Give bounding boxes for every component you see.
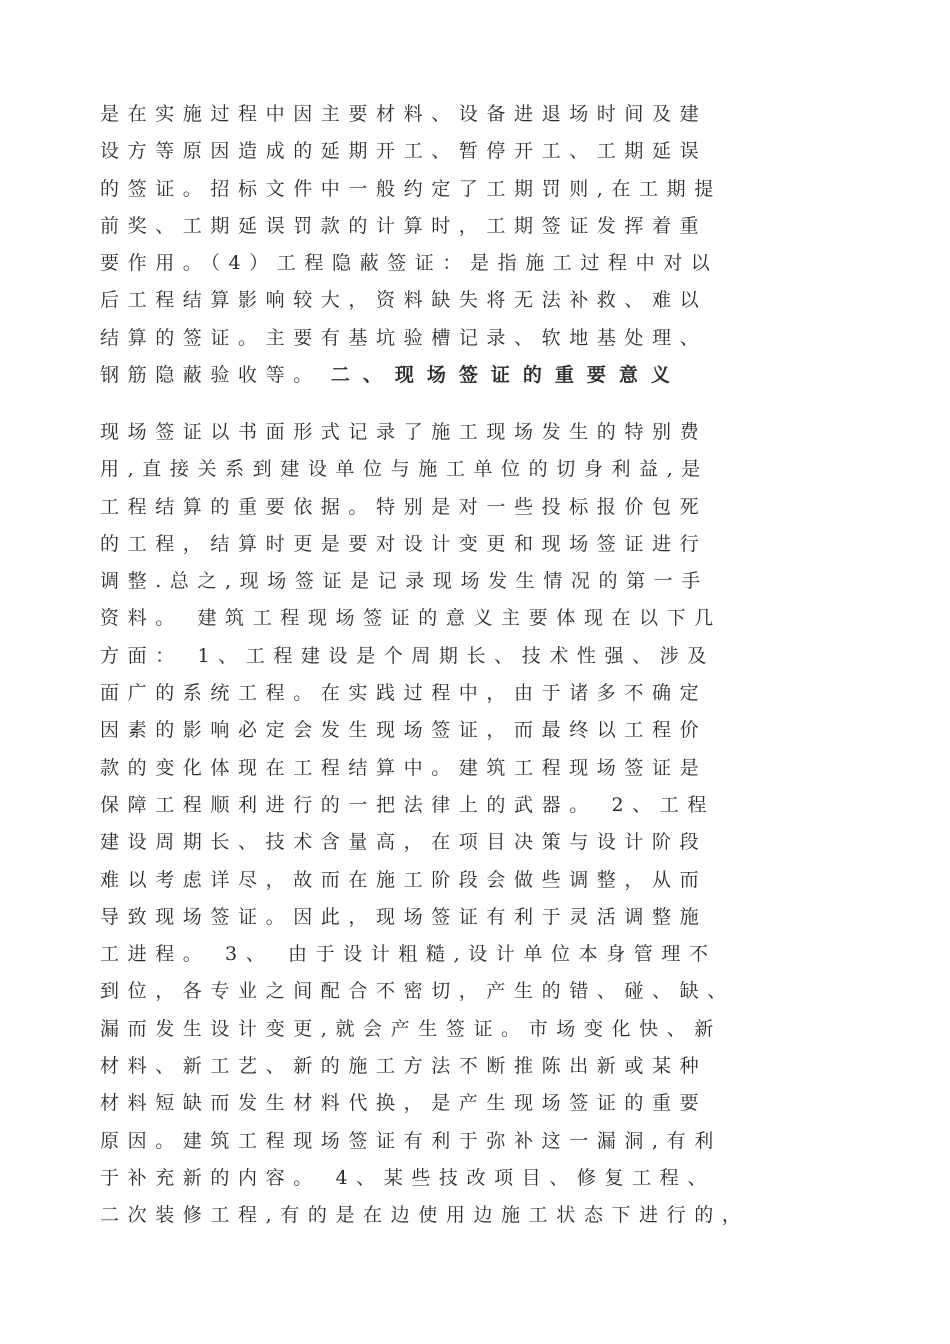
text-line: 设方等原因造成的延期开工、暂停开工、工期延误 bbox=[100, 140, 708, 163]
text-line-with-heading bbox=[100, 357, 845, 394]
text-line: 的工程，结算时更是要对设计变更和现场签证进行 bbox=[100, 532, 708, 555]
text-line: 的签证。招标文件中一般约定了工期罚则,在工期提 bbox=[100, 177, 722, 200]
text-line: 到位，各专业之间配合不密切，产生的错、碰、缺、 bbox=[100, 980, 735, 1003]
text-line: 用,直接关系到建设单位与施工单位的切身利益,是 bbox=[100, 458, 709, 481]
text-line: 款的变化体现在工程结算中。建筑工程现场签证是 bbox=[100, 756, 708, 779]
paragraph-block-2 bbox=[100, 414, 845, 1235]
text-line: 于补充新的内容。 4、某些技改项目、修复工程、 bbox=[100, 1166, 715, 1189]
text-line: 导致现场签证。因此，现场签证有利于灵活调整施 bbox=[100, 905, 708, 928]
text-line: 现场签证以书面形式记录了施工现场发生的特别费 bbox=[100, 421, 708, 443]
text-span: 钢筋隐蔽验收等。 bbox=[100, 364, 321, 387]
text-line: 工程结算的重要依据。特别是对一些投标报价包死 bbox=[100, 495, 708, 518]
text-line: 工进程。 3、 由于设计粗糙,设计单位本身管理不 bbox=[100, 943, 717, 966]
text-line: 面广的系统工程。在实践过程中，由于诸多不确定 bbox=[100, 682, 708, 705]
text-line: 二次装修工程,有的是在边使用边施工状态下进行的， bbox=[100, 1204, 750, 1227]
text-line: 材料、新工艺、新的施工方法不断推陈出新或某种 bbox=[100, 1055, 708, 1078]
text-line: 前奖、工期延误罚款的计算时，工期签证发挥着重 bbox=[100, 214, 708, 237]
text-line: 难以考虑详尽，故而在施工阶段会做些调整，从而 bbox=[100, 868, 708, 891]
text-line: 建设周期长、技术含量高，在项目决策与设计阶段 bbox=[100, 831, 708, 854]
text-line: 材料短缺而发生材料代换，是产生现场签证的重要 bbox=[100, 1092, 708, 1115]
text-line: 漏而发生设计变更,就会产生签证。市场变化快、新 bbox=[100, 1017, 722, 1040]
text-line: 原因。建筑工程现场签证有利于弥补这一漏洞,有利 bbox=[100, 1129, 722, 1152]
text-line: 是在实施过程中因主要材料、设备进退场时间及建 bbox=[100, 103, 708, 125]
text-line: 资料。 建筑工程现场签证的意义主要体现在以下几 bbox=[100, 607, 722, 630]
paragraph-block-1 bbox=[100, 96, 845, 394]
text-line: 结算的签证。主要有基坑验槽记录、软地基处理、 bbox=[100, 326, 708, 349]
text-line: 调整.总之,现场签证是记录现场发生情况的第一手 bbox=[100, 570, 709, 593]
text-line: 方面： 1、工程建设是个周期长、技术性强、涉及 bbox=[100, 644, 715, 667]
text-line: 保障工程顺利进行的一把法律上的武器。 2、工程 bbox=[100, 793, 715, 816]
text-line: 要作用。（4）工程隐蔽签证：是指施工过程中对以 bbox=[100, 252, 719, 275]
section-heading: 二、现场签证的重要意义 bbox=[330, 364, 683, 387]
text-line: 后工程结算影响较大，资料缺失将无法补救、难以 bbox=[100, 289, 708, 312]
text-line: 因素的影响必定会发生现场签证，而最终以工程价 bbox=[100, 719, 708, 742]
